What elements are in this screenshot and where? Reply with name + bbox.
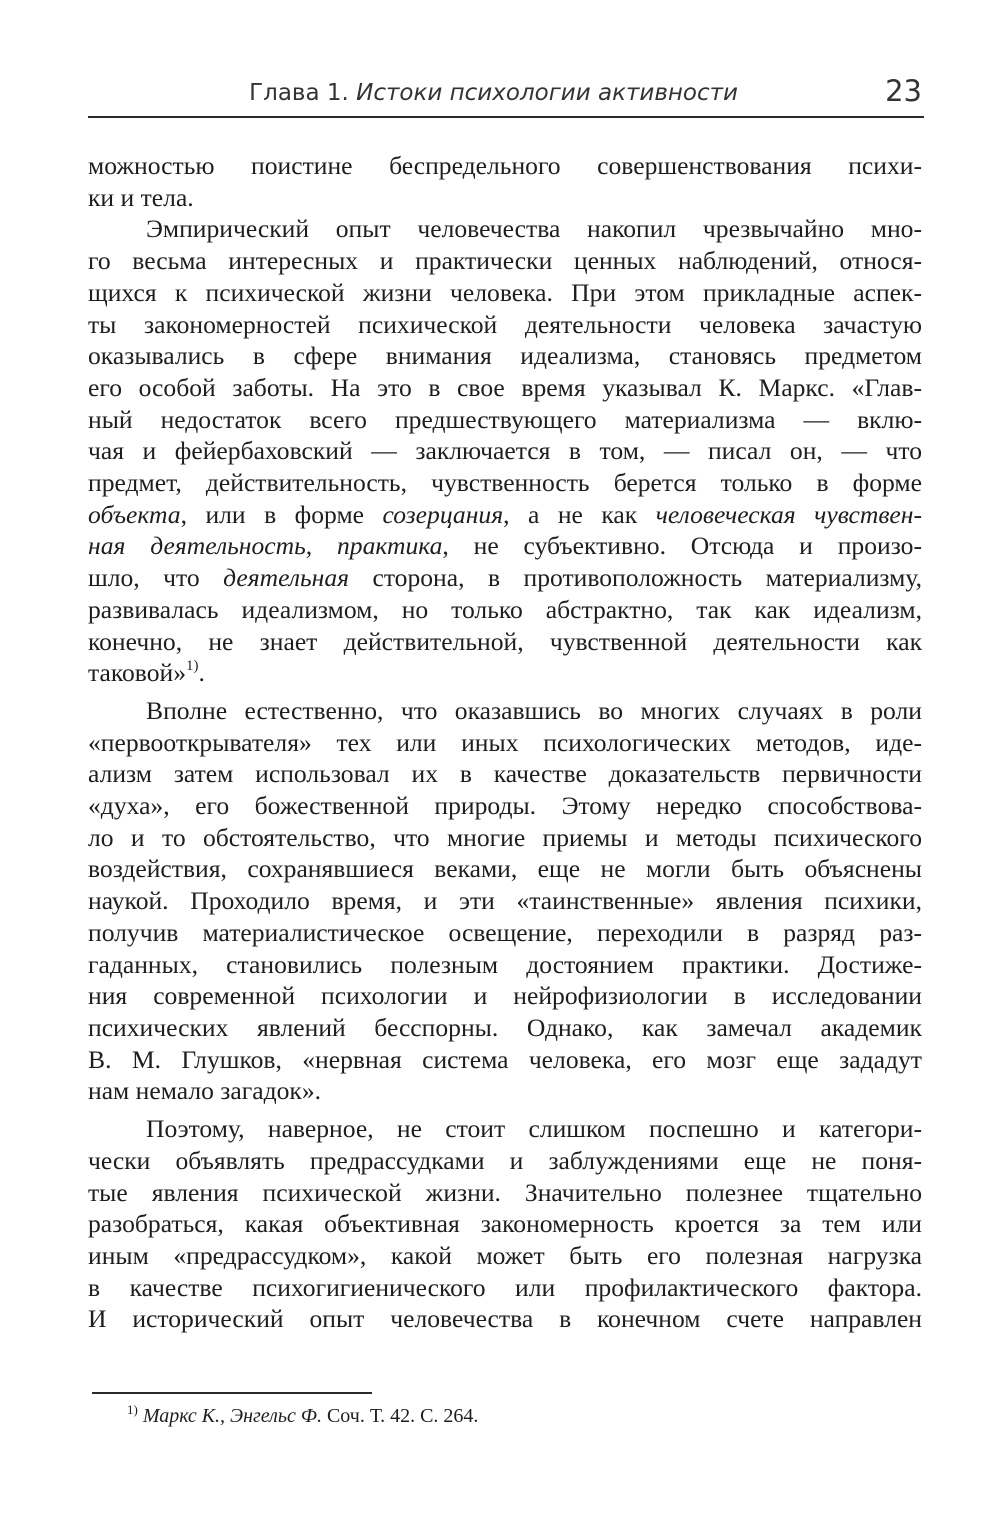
text-line: чески объявлять предрассудками и заблуждениями еще не поня-: [88, 1145, 922, 1175]
page-number: 23: [885, 74, 922, 108]
text-line: В. М. Глушков, «нервная система человека, его мозг еще зададут: [88, 1044, 922, 1074]
chapter-heading: [249, 80, 738, 106]
footnote-marker: 1): [127, 1402, 138, 1417]
text-line: наукой. Проходило время, и эти «таинственные» явления психики,: [88, 886, 922, 916]
text-line: И исторический опыт человечества в конечном счете направлен: [88, 1304, 922, 1334]
text-line: Эмпирический опыт человечества накопил чрезвычайно мно-: [146, 214, 922, 244]
emphasis: человеческая чувствен-: [655, 499, 923, 529]
footnote-citation: Соч. Т. 42. С. 264.: [321, 1405, 479, 1427]
text-line: Поэтому, наверное, не стоит слишком поспешно и категори-: [146, 1114, 922, 1144]
text-line: тые явления психической жизни. Значительно полезнее тщательно: [88, 1177, 922, 1207]
text-line: в качестве психогигиенического или профилактического фактора.: [88, 1272, 922, 1302]
text-line: чая и фейербаховский — заключается в том, — писал он, — что: [88, 436, 922, 466]
text-line: ки и тела.: [88, 182, 194, 212]
text-line: воздействия, сохранявшиеся веками, еще не могли быть объяснены: [88, 854, 922, 884]
text-line: нам немало загадок».: [88, 1076, 322, 1106]
text-line: развивалась идеализмом, но только абстрактно, так как идеализм,: [88, 594, 922, 624]
text-line: конечно, не знает действительной, чувственной деятельности как: [88, 626, 922, 656]
footnote: [127, 1402, 479, 1428]
text-line: го весьма интересных и практически ценных наблюдений, относя-: [88, 246, 922, 276]
emphasis: объекта: [88, 499, 181, 529]
emphasis: ная деятельность, практика: [88, 531, 443, 561]
chapter-label: Глава 1.: [249, 80, 349, 106]
text-line: разобраться, какая объективная закономерность кроется за тем или: [88, 1209, 922, 1239]
running-head: [88, 72, 924, 118]
text-line: оказывались в сфере внимания идеализма, становясь предметом: [88, 341, 922, 371]
text-line: «духа», его божественной природы. Этому нередко способствова-: [88, 791, 922, 821]
text-line: «первооткрывателя» тех или иных психологических методов, иде-: [88, 727, 922, 757]
text-line: его особой заботы. На это в свое время указывал К. Маркс. «Глав-: [88, 372, 922, 402]
text-line: Вполне естественно, что оказавшись во многих случаях в роли: [146, 695, 922, 725]
chapter-title: Истоки психологии активности: [356, 80, 738, 106]
text-line: шло, что деятельная сторона, в противоположность материализму,: [88, 563, 922, 593]
text-line: ты закономерностей психической деятельности человека зачастую: [88, 309, 922, 339]
emphasis: деятельная: [223, 563, 350, 593]
text-line: ализм затем использовал их в качестве доказательств первичности: [88, 759, 922, 789]
text-line: иным «предрассудком», какой может быть его полезная нагрузка: [88, 1240, 922, 1270]
text-line: объекта, или в форме созерцания, а не как человеческая чувствен-: [88, 499, 923, 529]
text-line: получив материалистическое освещение, переходили в разряд раз-: [88, 917, 922, 947]
text-line: предмет, действительность, чувственность берется только в форме: [88, 468, 922, 498]
text-line: ная деятельность, практика, не субъективно. Отсюда и произо-: [88, 531, 922, 561]
text-line: таковой»$^{1)}$.: [88, 658, 205, 688]
text-line: ный недостаток всего предшествующего материализма — вклю-: [88, 404, 922, 434]
footnote-ref: 1): [186, 658, 199, 675]
text-line: ния современной психологии и нейрофизиологии в исследовании: [88, 981, 922, 1011]
text-line: гаданных, становились полезным достоянием практики. Достиже-: [88, 949, 922, 979]
body-text: [88, 150, 922, 1335]
footnote-divider: [92, 1392, 372, 1394]
text-line: можностью поистине беспредельного совершенствования психи-: [88, 151, 922, 180]
text-line: щихся к психической жизни человека. При этом прикладные аспек-: [88, 277, 922, 307]
emphasis: созерцания: [382, 499, 504, 529]
text-line: ло и то обстоятельство, что многие приемы и методы психического: [88, 822, 922, 852]
text-line: психических явлений бесспорны. Однако, как замечал академик: [88, 1012, 922, 1042]
footnote-authors: Маркс К., Энгельс Ф.: [142, 1405, 322, 1427]
